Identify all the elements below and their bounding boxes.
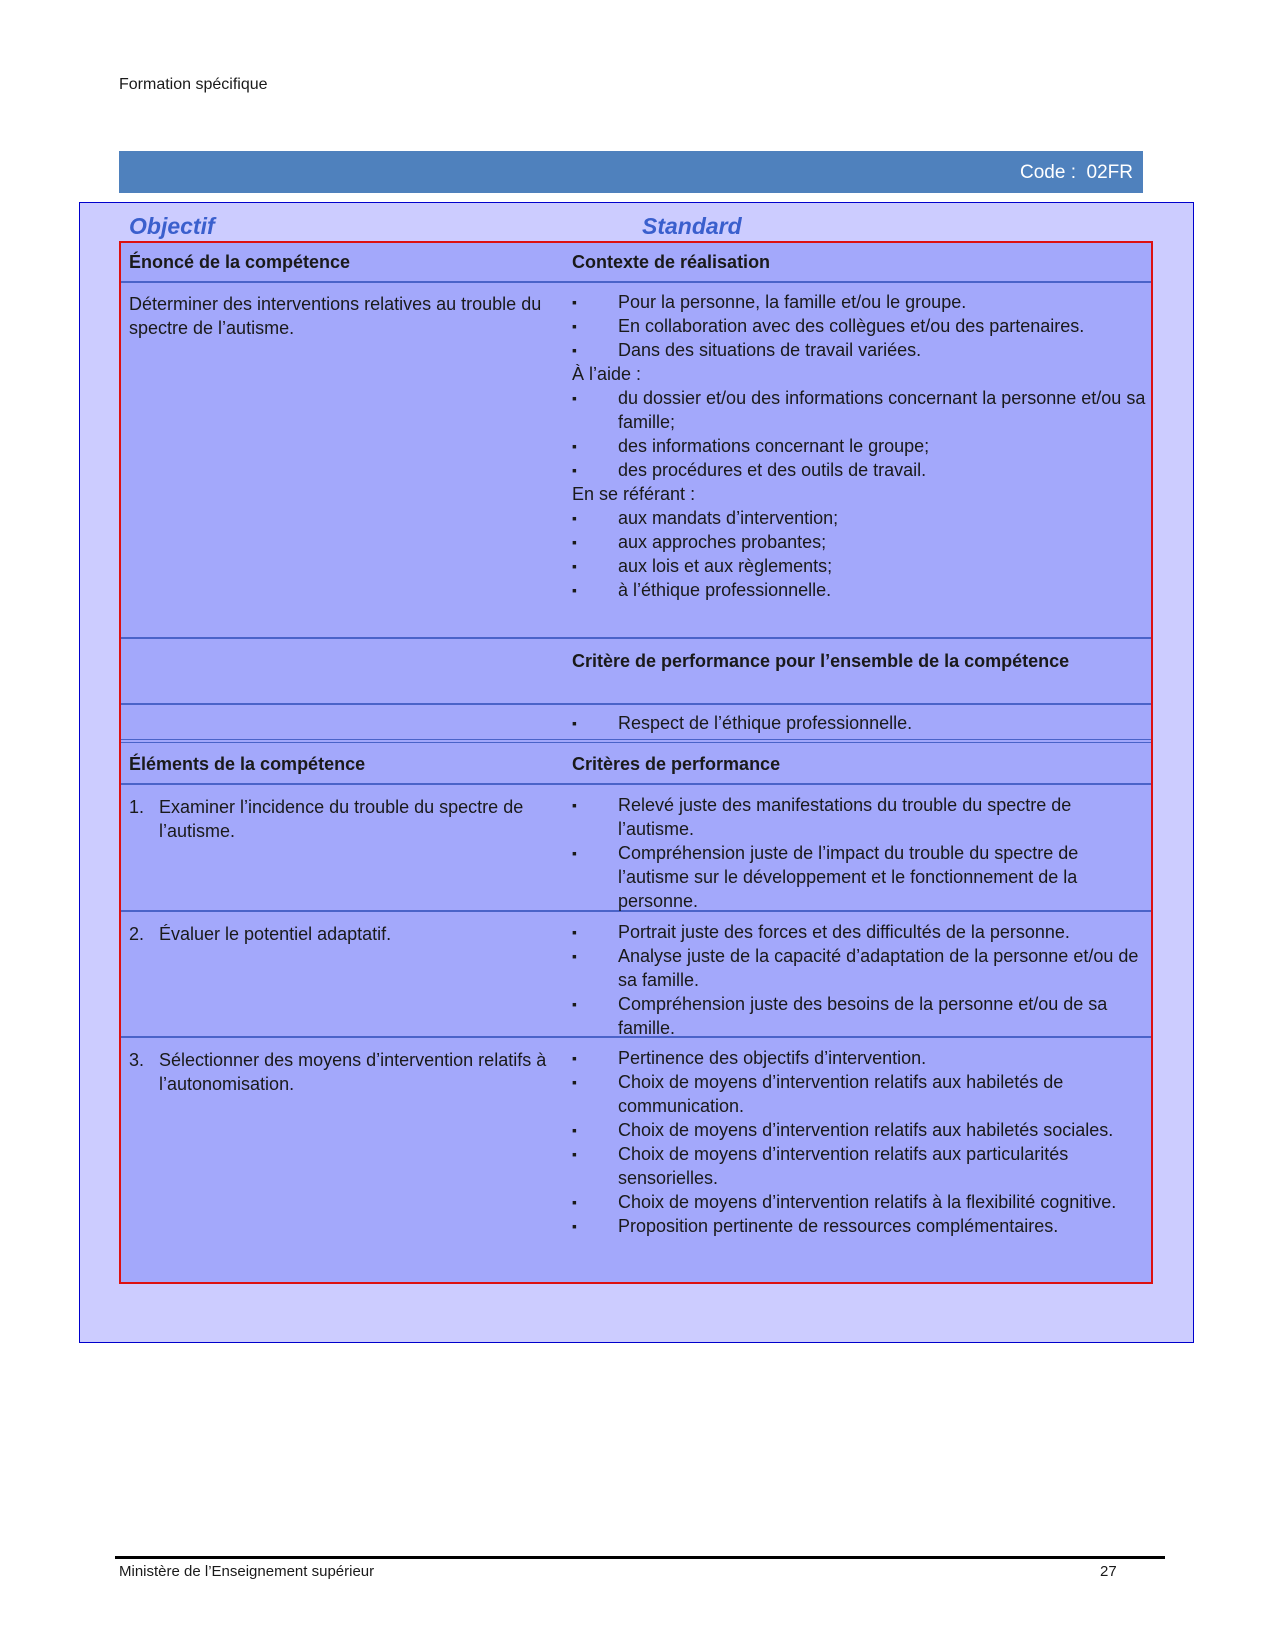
context-bullet: ▪ aux mandats d’intervention; bbox=[572, 506, 1147, 530]
performance-criterion: ▪ Choix de moyens d’intervention relatifs aux habiletés de communication. bbox=[572, 1070, 1147, 1118]
objective-heading: Objectif bbox=[129, 213, 215, 239]
element-label: Sélectionner des moyens d’intervention relatifs à l’autonomisation. bbox=[159, 1050, 547, 1094]
statement-header: Énoncé de la compétence bbox=[129, 252, 351, 272]
running-header: Formation spécifique bbox=[119, 76, 268, 93]
context-bullet: ▪ à l’éthique professionnelle. bbox=[572, 578, 1147, 602]
context-bullet: ▪ Dans des situations de travail variées. bbox=[572, 338, 1147, 362]
element-row-1 bbox=[121, 785, 1151, 912]
context-bullet: ▪ aux lois et aux règlements; bbox=[572, 554, 1147, 578]
statement-header-row bbox=[121, 243, 1151, 283]
standard-heading: Standard bbox=[642, 213, 742, 239]
context-subheading: En se référant : bbox=[572, 484, 696, 504]
performance-criterion: ▪ Pertinence des objectifs d’intervention. bbox=[572, 1046, 1147, 1070]
competency-code: Code : 02FR bbox=[1020, 162, 1133, 183]
context-bullet: ▪ En collaboration avec des collègues et/ou des partenaires. bbox=[572, 314, 1147, 338]
criteria-list bbox=[572, 1046, 1147, 1238]
performance-criterion: ▪ Proposition pertinente de ressources complémentaires. bbox=[572, 1214, 1147, 1238]
element-label: Examiner l’incidence du trouble du spectre de l’autisme. bbox=[159, 797, 524, 841]
overall-criteria-row bbox=[121, 705, 1151, 743]
page-number: 27 bbox=[1100, 1563, 1117, 1580]
performance-criterion: ▪ Analyse juste de la capacité d’adaptation de la personne et/ou de sa famille. bbox=[572, 944, 1147, 992]
context-list bbox=[572, 290, 1147, 602]
context-bullet: ▪ des informations concernant le groupe; bbox=[572, 434, 1147, 458]
competence-statement: Déterminer des interventions relatives au trouble du spectre de l’autisme. bbox=[129, 294, 542, 338]
performance-criterion: ▪ Choix de moyens d’intervention relatifs à la flexibilité cognitive. bbox=[572, 1190, 1147, 1214]
element-label: Évaluer le potentiel adaptatif. bbox=[159, 924, 392, 944]
overall-criteria-list bbox=[572, 711, 1147, 735]
footer-ministry: Ministère de l’Enseignement supérieur bbox=[119, 1563, 375, 1580]
overall-criteria-header-row bbox=[121, 639, 1151, 705]
statement-row bbox=[121, 283, 1151, 639]
performance-criterion: ▪ Choix de moyens d’intervention relatifs aux habiletés sociales. bbox=[572, 1118, 1147, 1142]
context-bullet: ▪ Pour la personne, la famille et/ou le groupe. bbox=[572, 290, 1147, 314]
competency-table bbox=[119, 241, 1153, 1284]
context-bullet: ▪ aux approches probantes; bbox=[572, 530, 1147, 554]
element-number: 2. bbox=[129, 924, 145, 944]
criteria-list bbox=[572, 793, 1147, 913]
element-row-2 bbox=[121, 912, 1151, 1038]
criteria-list bbox=[572, 920, 1147, 1040]
footer-rule bbox=[115, 1556, 1165, 1559]
context-bullet: ▪ des procédures et des outils de travail. bbox=[572, 458, 1147, 482]
performance-criterion: ▪ Relevé juste des manifestations du trouble du spectre de l’autisme. bbox=[572, 793, 1147, 841]
performance-criterion: ▪ Portrait juste des forces et des difficultés de la personne. bbox=[572, 920, 1147, 944]
element-row-3 bbox=[121, 1038, 1151, 1282]
element-number: 3. bbox=[129, 1050, 145, 1070]
context-bullet: ▪ du dossier et/ou des informations concernant la personne et/ou sa famille; bbox=[572, 386, 1147, 434]
performance-criterion: ▪ Choix de moyens d’intervention relatifs aux particularités sensorielles. bbox=[572, 1142, 1147, 1190]
performance-criterion: ▪ Compréhension juste des besoins de la personne et/ou de sa famille. bbox=[572, 992, 1147, 1040]
context-subheading: À l’aide : bbox=[572, 364, 642, 384]
elements-header: Éléments de la compétence bbox=[129, 754, 366, 774]
code-band bbox=[119, 151, 1143, 193]
element-text bbox=[129, 1048, 559, 1096]
overall-criterion: ▪ Respect de l’éthique professionnelle. bbox=[572, 711, 1147, 735]
element-text bbox=[129, 795, 559, 843]
element-number: 1. bbox=[129, 797, 145, 817]
elements-header-row bbox=[121, 743, 1151, 785]
element-text bbox=[129, 922, 559, 946]
criteria-header: Critères de performance bbox=[572, 754, 781, 774]
performance-criterion: ▪ Compréhension juste de l’impact du trouble du spectre de l’autisme sur le développement et le fonctionnement de la personne. bbox=[572, 841, 1147, 913]
overall-criteria-header: Critère de performance pour l’ensemble de la compétence bbox=[572, 651, 1070, 671]
context-header: Contexte de réalisation bbox=[572, 252, 771, 272]
